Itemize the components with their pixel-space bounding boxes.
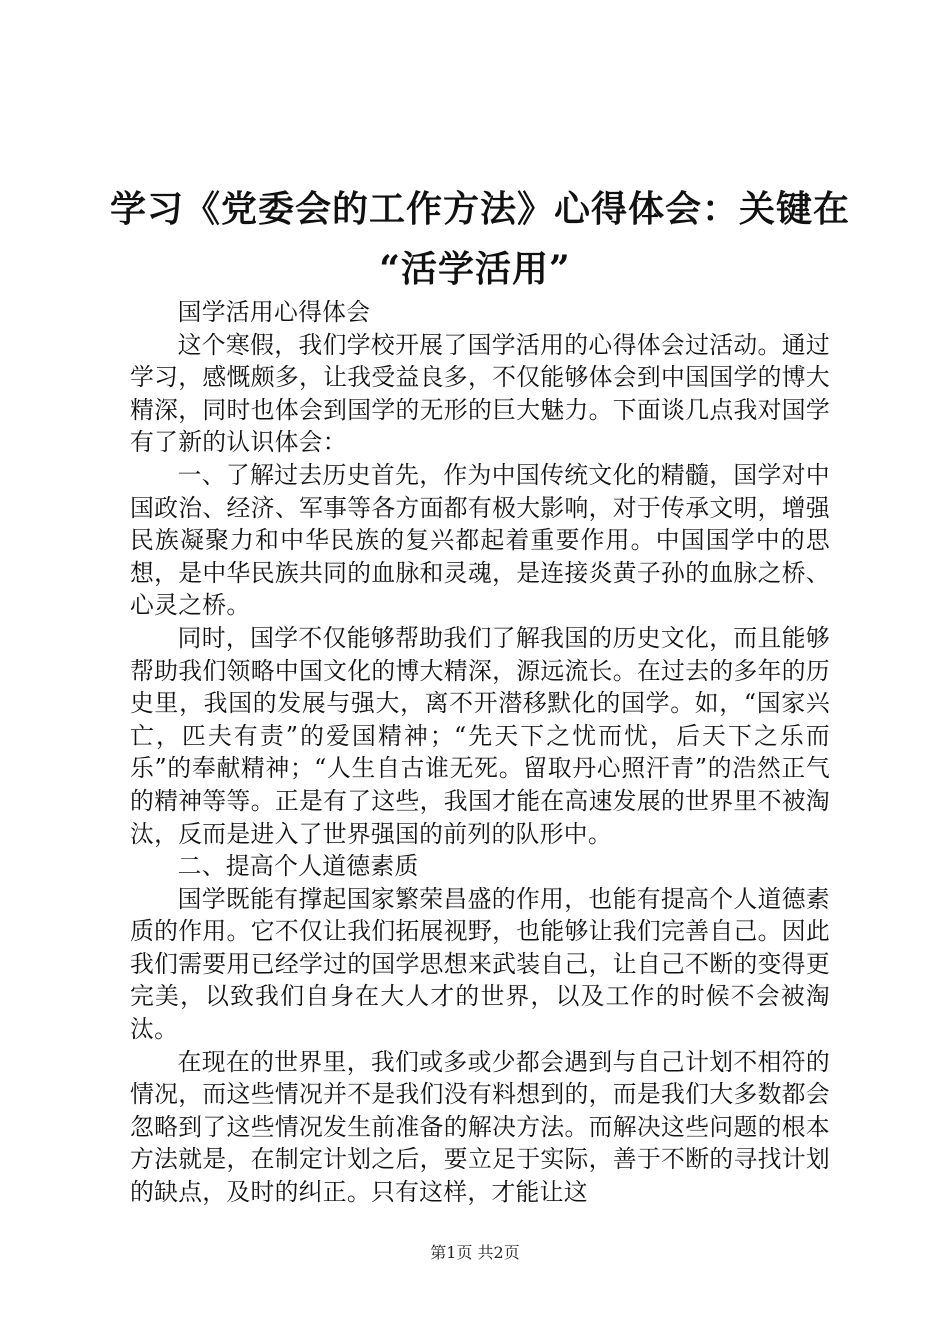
- document-body: [130, 296, 830, 1209]
- paragraph-planning: 在现在的世界里，我们或多或少都会遇到与自己计划不相符的情况，而这些情况并不是我们没有料想到的，而是我们大多数都会忽略到了这些情况发生前准备的解决方法。而解决这些问题的根本方法就是，在制定计划之后，要立足于实际，善于不断的寻找计划的缺点，及时的纠正。只有这样，才能让这: [130, 1047, 830, 1207]
- paragraph-history: 一、了解过去历史首先，作为中国传统文化的精髓，国学对中国政治、经济、军事等各方面都有极大影响，对于传承文明，增强民族凝聚力和中华民族的复兴都起着重要作用。中国国学中的思想，是中华民族共同的血脉和灵魂，是连接炎黄子孙的血脉之桥、心灵之桥。: [130, 460, 830, 620]
- paragraph-intro: 这个寒假，我们学校开展了国学活用的心得体会过活动。通过学习，感慨颇多，让我受益良多，不仅能够体会到中国国学的博大精深，同时也体会到国学的无形的巨大魅力。下面谈几点我对国学有了新的认识体会：: [130, 330, 830, 457]
- page-number-footer: 第1页 共2页: [430, 1243, 520, 1262]
- section-heading-morality: 二、提高个人道德素质: [177, 852, 419, 881]
- document-title-line-1: 学习《党委会的工作方法》心得体会：关键在: [110, 188, 851, 230]
- document-title-line-2: “活学活用”: [379, 248, 571, 290]
- paragraph-morality: 国学既能有撑起国家繁荣昌盛的作用，也能有提高个人道德素质的作用。它不仅让我们拓展视野，也能够让我们完善自己。因此我们需要用已经学过的国学思想来武装自己，让自己不断的变得更完美，以致我们自身在大人才的世界，以及工作的时候不会被淘汰。: [130, 884, 830, 1044]
- paragraph-subtitle: 国学活用心得体会: [177, 298, 371, 326]
- paragraph-culture: 同时，国学不仅能够帮助我们了解我国的历史文化，而且能够帮助我们领略中国文化的博大精深，源远流长。在过去的多年的历史里，我国的发展与强大，离不开潜移默化的国学。如，“国家兴亡，匹夫有责”的爱国精神；“先天下之忧而忧，后天下之乐而乐”的奉献精神；“人生自古谁无死。留取丹心照汗青”的浩然正气的精神等等。正是有了这些，我国才能在高速发展的世界里不被淘汰，反而是进入了世界强国的前列的队形中。: [130, 623, 830, 848]
